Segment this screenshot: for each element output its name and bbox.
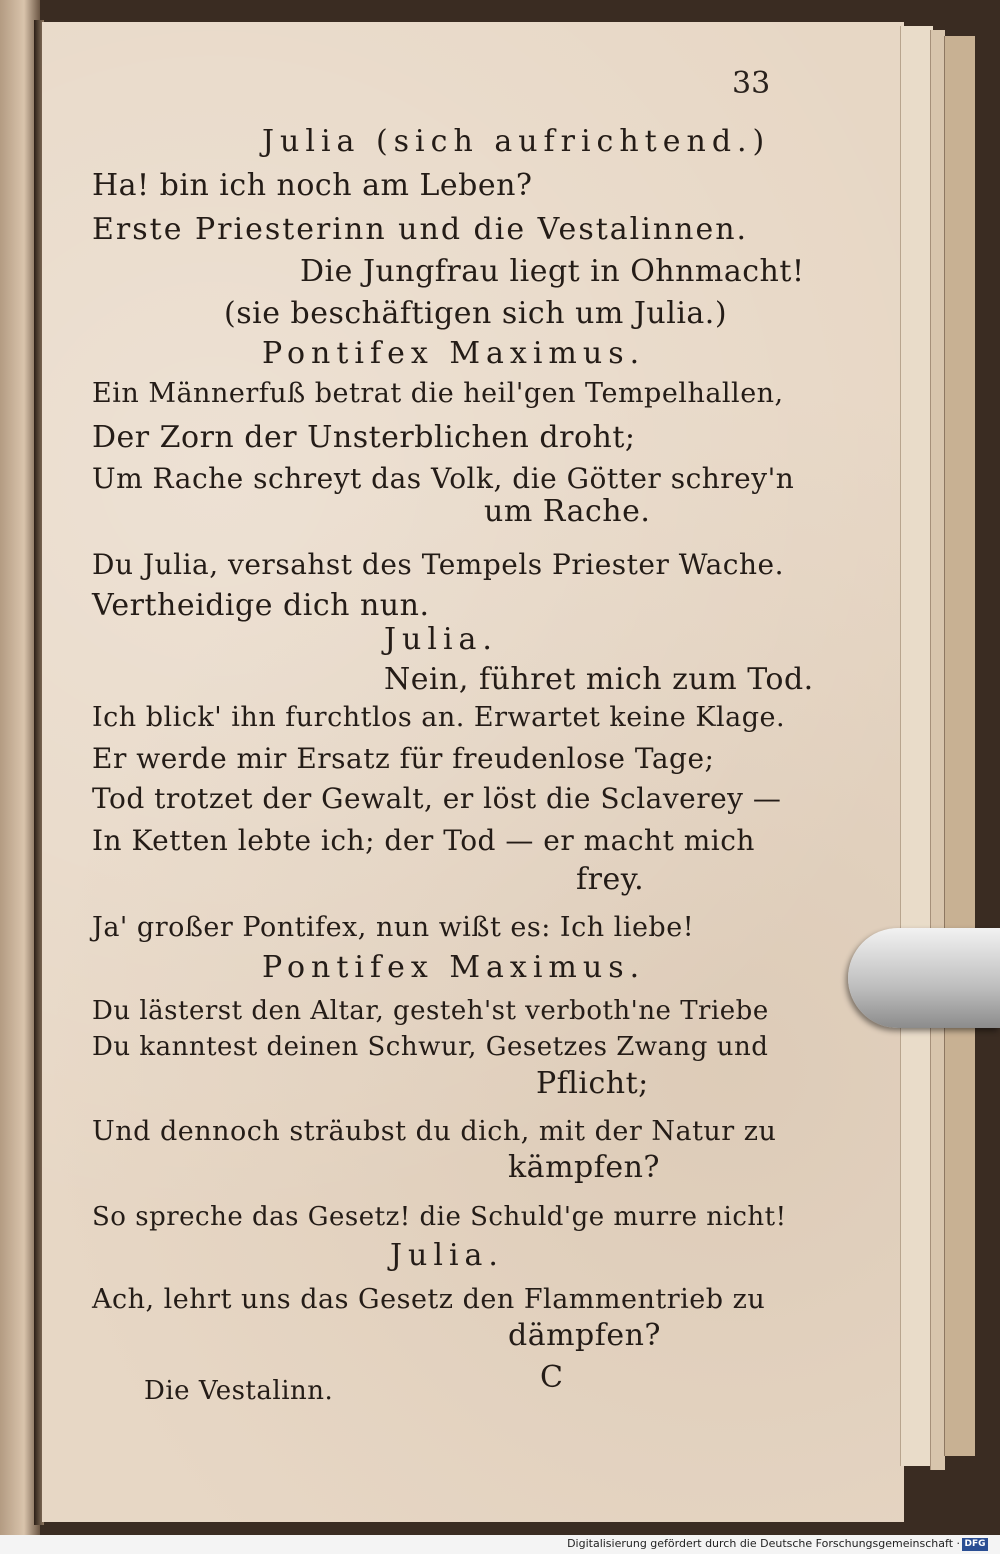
text-line: Julia (sich aufrichtend.): [262, 124, 771, 159]
stage-direction: (sie beschäftigen sich um Julia.): [224, 296, 728, 331]
page-number: 33: [732, 66, 771, 101]
text-line: Ja' großer Pontifex, nun wißt es: Ich liebe!: [92, 912, 695, 943]
page-edges: [900, 26, 933, 1466]
page-edges-inner: [930, 30, 945, 1470]
text-line: Ha! bin ich noch am Leben?: [92, 168, 533, 203]
speaker-name: Julia.: [390, 1238, 504, 1273]
catchword: Die Vestalinn.: [144, 1376, 334, 1406]
text-line: Du kanntest deinen Schwur, Gesetzes Zwang und: [92, 1032, 769, 1062]
text-line: Er werde mir Ersatz für freudenlose Tage;: [92, 742, 715, 775]
text-line: Du lästerst den Altar, gesteh'st verboth'ne Triebe: [92, 996, 769, 1026]
page-edges-outer: [944, 36, 975, 1456]
text-line: Du Julia, versahst des Tempels Priester Wache.: [92, 548, 784, 581]
page-clip: [848, 928, 1000, 1028]
text-line: kämpfen?: [508, 1150, 660, 1185]
text-line: Ach, lehrt uns das Gesetz den Flammentrieb zu: [92, 1284, 766, 1315]
text-line: dämpfen?: [508, 1318, 662, 1353]
text-line: Um Rache schreyt das Volk, die Götter schrey'n: [92, 462, 795, 495]
text-line: Tod trotzet der Gewalt, er löst die Sclaverey —: [92, 782, 782, 815]
text-line: So spreche das Gesetz! die Schuld'ge murre nicht!: [92, 1202, 787, 1232]
speaker-name: Julia.: [384, 622, 498, 657]
text-line: um Rache.: [484, 494, 651, 529]
text-line: Die Jungfrau liegt in Ohnmacht!: [300, 254, 805, 289]
speaker-name: Pontifex Maximus.: [262, 336, 646, 371]
text-line: Ich blick' ihn furchtlos an. Erwartet keine Klage.: [92, 702, 786, 733]
dfg-logo-icon: DFG: [962, 1538, 988, 1551]
signature-mark: C: [540, 1360, 564, 1395]
text-line: Nein, führet mich zum Tod.: [384, 662, 814, 697]
text-line: In Ketten lebte ich; der Tod — er macht mich: [92, 824, 755, 857]
speaker-name: Pontifex Maximus.: [262, 950, 646, 985]
text-line: Der Zorn der Unsterblichen droht;: [92, 420, 636, 455]
text-line: Ein Männerfuß betrat die heil'gen Tempelhallen,: [92, 378, 784, 409]
text-line: Und dennoch sträubst du dich, mit der Natur zu: [92, 1116, 777, 1147]
text-line: Vertheidige dich nun.: [92, 588, 430, 623]
footer-credit: Digitalisierung gefördert durch die Deutsche Forschungsgemeinschaft ·: [567, 1537, 960, 1550]
text-line: Erste Priesterinn und die Vestalinnen.: [92, 212, 749, 247]
text-line: Pflicht;: [536, 1066, 649, 1101]
text-line: frey.: [576, 862, 645, 897]
